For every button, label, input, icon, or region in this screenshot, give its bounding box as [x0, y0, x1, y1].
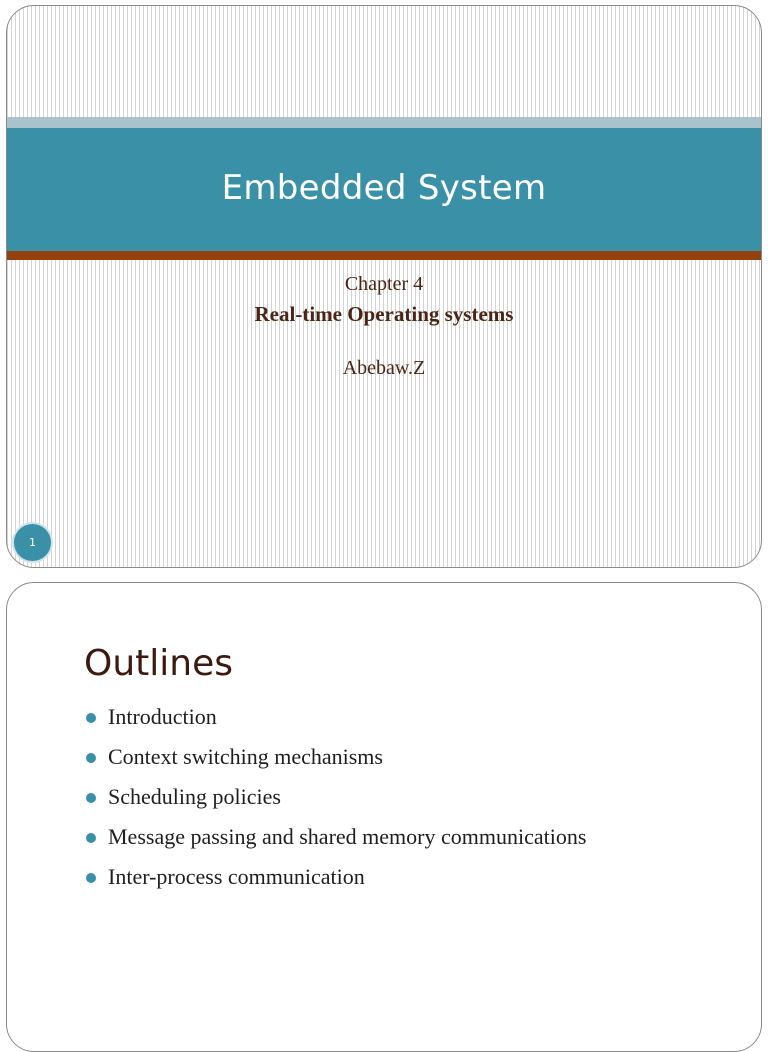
bullet-icon [86, 753, 96, 763]
title-slide [6, 5, 762, 568]
outline-item-label: Scheduling policies [108, 784, 281, 809]
outline-list [85, 701, 586, 901]
outline-item-label: Introduction [108, 704, 217, 729]
bullet-icon [86, 713, 96, 723]
chapter-label: Chapter 4 [344, 273, 424, 295]
subtitle-block [7, 270, 761, 381]
outline-item-label: Message passing and shared memory communications [108, 824, 587, 849]
outline-item-label: Context switching mechanisms [108, 744, 383, 769]
author-name: Abebaw.Z [342, 357, 426, 379]
outline-item-scheduling [85, 781, 586, 821]
title-top-stripe [7, 117, 761, 128]
outline-item-message-passing [85, 821, 586, 861]
title-divider-bar [7, 251, 761, 260]
bullet-icon [86, 793, 96, 803]
outline-item-context-switching [85, 741, 586, 781]
outline-item-ipc [85, 861, 586, 901]
outline-heading: Outlines [84, 643, 233, 684]
bullet-icon [86, 873, 96, 883]
chapter-title: Real-time Operating systems [254, 302, 514, 326]
outline-item-label: Inter-process communication [108, 864, 365, 889]
outline-slide [6, 582, 762, 1052]
bullet-icon [86, 833, 96, 843]
slide-number-badge: 1 [14, 524, 51, 561]
title-band [7, 128, 761, 251]
slide-title: Embedded System [221, 168, 547, 208]
outline-item-introduction [85, 701, 586, 741]
